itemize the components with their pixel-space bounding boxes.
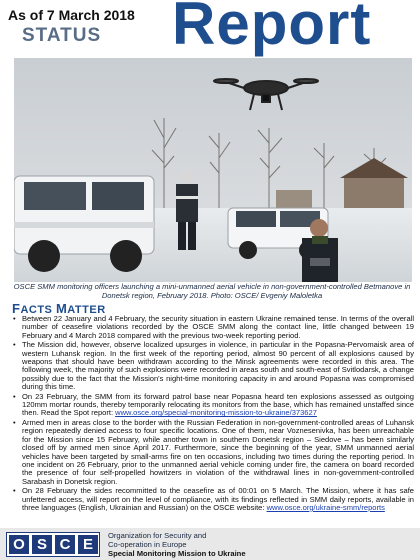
bullet-icon: • <box>13 486 16 496</box>
cover-photo <box>14 58 412 282</box>
logo-letter-c: C <box>55 535 75 554</box>
list-item <box>12 341 414 391</box>
heading-rest-2: ATTER <box>67 304 106 316</box>
heading-initial-f: F <box>12 301 21 316</box>
osce-logo <box>6 532 100 557</box>
bullet-icon: • <box>13 340 16 350</box>
bullet-text: The Mission did, however, observe localized upsurges in violence, in particular in the Popasna-Pervomaisk area of western Luhansk region. In the first week of the reporting period, almost 90 percent of all explosions caused by weapons that should have been withdrawn according to the Minsk agreements were recorded in this area. The following week, the majority of such explosions were recorded in areas south and south-east of Svitlodarsk, a change possibly due to the fact that the Mission's night-time monitoring capacity in and around Popasna was compromised during this time. <box>22 340 414 392</box>
footer <box>0 528 420 560</box>
list-item <box>12 487 414 512</box>
facts-list <box>12 315 414 513</box>
photo-caption: OSCE SMM monitoring officers launching a mini-unmanned aerial vehicle in non-government-controlled Betmanove in Donetsk region, February 2018. Photo: OSCE/ Evgeniy Maloletka <box>13 282 411 300</box>
bullet-icon: • <box>13 314 16 323</box>
status-label: STATUS <box>22 25 102 46</box>
report-header <box>0 0 420 57</box>
bullet-text: On 28 February the sides recommitted to the ceasefire as of 00:01 on 5 March. The Mission, where it has safe unfettered access, will report on the level of compliance, with its findings reflected in SMM daily reports, available in three languages (English, Ukrainian and Russian) on the OSCE website: <box>22 486 414 512</box>
bullet-text: Between 22 January and 4 February, the security situation in eastern Ukraine remained tense. In terms of the overall number of ceasefire violations recorded by the OSCE SMM along the contact line, little changed between 19 February and 4 March 2018 compared with the previous two-week reporting period. <box>22 314 414 340</box>
heading-rest-1: ACTS <box>20 304 56 316</box>
logo-letter-e: E <box>78 535 98 554</box>
drone-launch-photo <box>14 58 412 282</box>
bullet-text: On 23 February, the SMM from its forward patrol base near Popasna heard ten explosions assessed as outgoing 120mm mortar rounds, thereby temporarily relocating its monitors from the base, which has remained unstaffed since then. Read the Spot report: <box>22 391 414 418</box>
daily-reports-link[interactable]: www.osce.org/ukraine-smm/reports <box>266 502 385 512</box>
heading-initial-m: M <box>55 301 68 316</box>
list-item <box>12 315 414 340</box>
report-title: Report <box>172 0 372 57</box>
bullet-icon: • <box>13 391 16 401</box>
bullet-icon: • <box>13 417 16 427</box>
list-item <box>12 393 414 418</box>
spot-report-link[interactable]: www.osce.org/special-monitoring-mission-to-ukraine/373627 <box>115 408 317 418</box>
report-date: As of 7 March 2018 <box>8 7 135 23</box>
list-item <box>12 419 414 486</box>
org-name-line-2: Co-operation in Europe <box>108 540 187 549</box>
logo-letter-o: O <box>9 535 29 554</box>
org-name-line-1: Organization for Security and <box>108 531 207 540</box>
bullet-text: Armed men in areas close to the border with the Russian Federation in non-government-controlled areas of Luhansk region repeatedly denied access to four specific locations. One of them, near Voznesenivka, has been unreachable for the Mission since 15 February, while another town in southern Donetsk region – Siedove – has been similarly closed off by armed men since April 2017. Furthermore, since the beginning of the year, SMM unmanned aerial vehicles have been targeted by small-arms fire on ten occasions, including two times during the reporting period. In one incident on 26 February, prior to the unmanned aerial vehicle coming under fire, the camera on board recorded the presence of four self-propelled howitzers in violation of the withdrawal lines in non-government-controlled Sarabash in Donetsk region. <box>22 417 414 486</box>
logo-letter-s: S <box>32 535 52 554</box>
mission-name: Special Monitoring Mission to Ukraine <box>108 549 246 558</box>
